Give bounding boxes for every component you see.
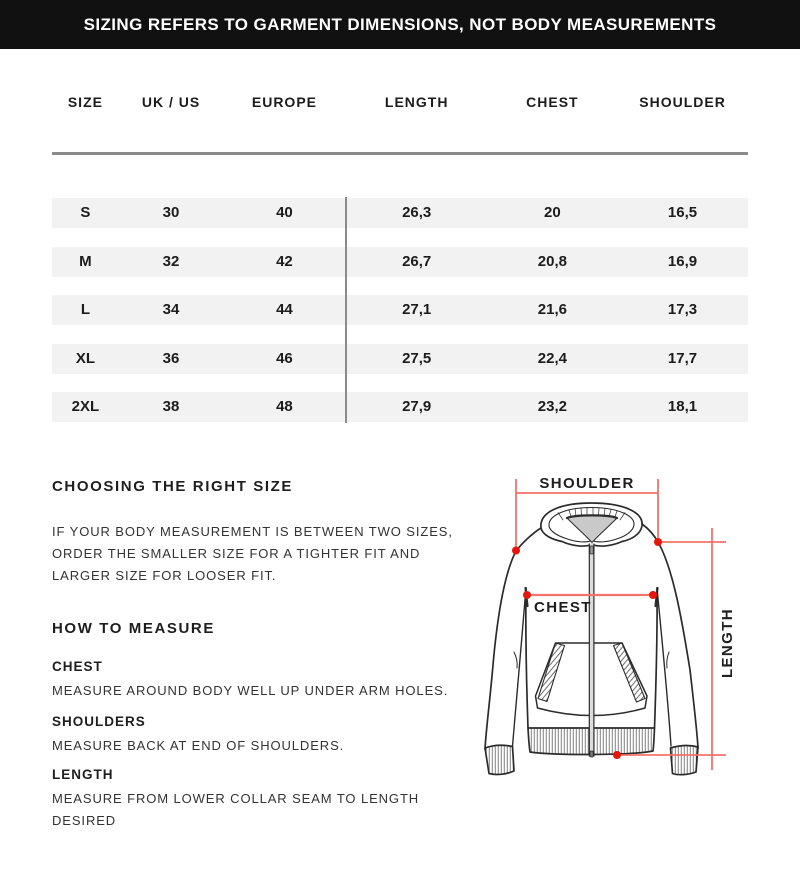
choosing-text-line: ORDER THE SMALLER SIZE FOR A TIGHTER FIT AND: [52, 546, 421, 561]
cell-uk-us: 38: [162, 398, 180, 415]
cell-europe: 48: [276, 398, 293, 415]
header-underline: [52, 152, 748, 155]
choosing-text: [52, 521, 453, 587]
zipper: [589, 544, 594, 757]
body-left-edge: [526, 588, 528, 728]
table-row-xl: [52, 344, 748, 374]
left-shoulder-line: [516, 528, 541, 551]
measure-item-chest-text: MEASURE AROUND BODY WELL UP UNDER ARM HOLES.: [52, 683, 449, 698]
table-row-l: [52, 295, 748, 325]
table-row-2xl: [52, 392, 748, 422]
column-header-size: SIZE: [67, 94, 103, 110]
cell-size: XL: [75, 349, 95, 367]
hoodie-illustration: [485, 503, 698, 775]
cell-length: 27,5: [402, 349, 432, 367]
cell-shoulder: 17,7: [667, 349, 698, 367]
left-cuff: [485, 745, 514, 774]
measure-dot: [523, 591, 531, 599]
column-header-europe: EUROPE: [251, 94, 317, 110]
measure-dot: [512, 547, 520, 555]
how-to-measure-heading: HOW TO MEASURE: [52, 620, 215, 637]
right-sleeve-wrinkle: [667, 652, 669, 668]
cell-chest: 21,6: [537, 301, 567, 318]
chest-label: CHEST: [534, 599, 592, 616]
cell-uk-us: 32: [162, 252, 180, 270]
zipper-pull-top: [590, 546, 593, 554]
cell-length: 27,9: [402, 398, 432, 415]
cell-size: M: [79, 252, 92, 270]
right-sleeve-outline: [658, 542, 698, 748]
measure-item-chest-label: CHEST: [52, 659, 103, 674]
cell-chest: 23,2: [537, 398, 567, 415]
table-divider-line: [345, 197, 347, 423]
size-table-header: [52, 94, 748, 110]
shoulder-label: SHOULDER: [539, 475, 635, 492]
body-right-edge: [655, 588, 658, 728]
cell-length: 26,7: [402, 252, 432, 270]
measure-item-length-text-line: DESIRED: [52, 813, 117, 828]
left-sleeve-outline: [485, 551, 516, 749]
cell-shoulder: 16,5: [667, 204, 698, 221]
column-header-uk-us: UK / US: [141, 94, 201, 110]
zipper-pull-bottom: [590, 751, 593, 757]
cell-shoulder: 18,1: [667, 398, 698, 415]
measure-item-length-label: LENGTH: [52, 767, 114, 782]
right-sleeve-seam: [657, 588, 671, 746]
column-header-length: LENGTH: [384, 94, 449, 110]
table-row-m: [52, 247, 748, 277]
table-row-s: [52, 198, 748, 228]
cell-europe: 46: [276, 349, 293, 367]
cell-chest: 20,8: [537, 252, 567, 270]
cell-size: S: [80, 204, 91, 221]
cell-length: 26,3: [402, 204, 432, 221]
cell-shoulder: 17,3: [667, 301, 698, 318]
cell-length: 27,1: [402, 301, 432, 318]
measure-dot: [649, 591, 657, 599]
cell-uk-us: 30: [162, 204, 180, 221]
cell-size: L: [80, 301, 90, 318]
measure-item-length-text-line: MEASURE FROM LOWER COLLAR SEAM TO LENGTH: [52, 791, 420, 806]
left-sleeve-wrinkle: [514, 652, 517, 668]
cell-uk-us: 34: [162, 301, 180, 318]
hoodie-diagram: [470, 460, 800, 786]
cell-europe: 44: [276, 301, 293, 318]
measure-dot: [613, 751, 621, 759]
measure-item-shoulders-text: MEASURE BACK AT END OF SHOULDERS.: [52, 738, 345, 753]
length-label: LENGTH: [719, 607, 736, 679]
choosing-text-line: LARGER SIZE FOR LOOSER FIT.: [52, 568, 277, 583]
column-header-shoulder: SHOULDER: [639, 94, 726, 110]
column-header-chest: CHEST: [526, 94, 579, 110]
sizing-disclaimer-banner: SIZING REFERS TO GARMENT DIMENSIONS, NOT BODY MEASUREMENTS: [0, 0, 800, 49]
left-sleeve-seam: [513, 588, 527, 746]
measure-item-length-text: [52, 788, 419, 832]
cell-size: 2XL: [71, 398, 100, 415]
cell-chest: 22,4: [537, 349, 567, 367]
right-cuff: [671, 746, 699, 775]
measure-item-shoulders-label: SHOULDERS: [52, 714, 146, 729]
measure-dot: [654, 538, 662, 546]
choosing-text-line: IF YOUR BODY MEASUREMENT IS BETWEEN TWO SIZES,: [52, 524, 453, 539]
choosing-heading: CHOOSING THE RIGHT SIZE: [52, 478, 293, 495]
cell-chest: 20: [544, 204, 561, 221]
size-table: [52, 198, 748, 441]
cell-uk-us: 36: [162, 349, 180, 367]
cell-europe: 40: [276, 204, 293, 221]
cell-europe: 42: [276, 252, 293, 270]
cell-shoulder: 16,9: [667, 252, 698, 270]
